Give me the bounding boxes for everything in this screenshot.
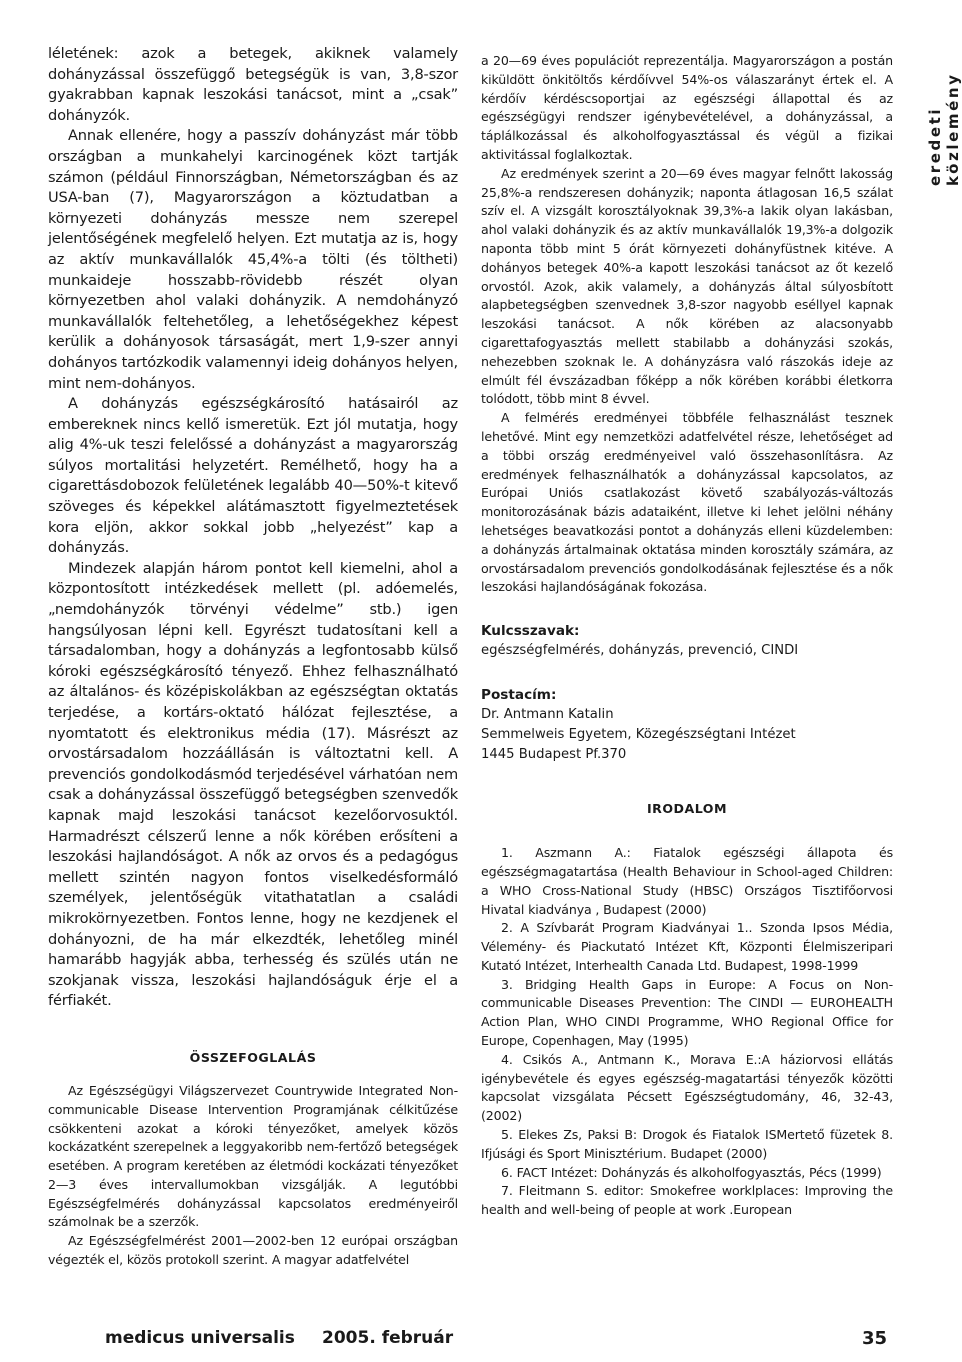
reference-item: 7. Fleitmann S. editor: Smokefree worklplaces: Improving the health and well-being of people at work .European — [481, 1183, 893, 1218]
summary-body — [48, 1082, 458, 1270]
paragraph: A felmérés eredményei többféle felhasználást tesznek lehetővé. Mint egy nemzetközi adatfelvétel része, lehetőséget ad a többi ország eredményeivel való összehasonlításra. Az eredmények felhasználhatók a dohányzással kapcsolatos, az Európai Uniós csatlakozást követő szabályozás-változás monitorozásának bázis adataiként, illetve ki lehet jelölni néhány lehetséges beavatkozási pontot a dohányzás elleni küzdelemben: a dohányzás ártalmainak oktatása minden korosztály számára, az orvostársadalom prevenciós gondolkodásának fejlesztése és a nők leszokási hajlandóságának fokozása. — [481, 410, 893, 595]
paragraph: A dohányzás egészségkárosító hatásairól az embereknek nincs kellő ismeretük. Ezt jól mutatja, hogy alig 4%-uk teszi felelőssé a dohányzást a magyarország súlyos mortalitási helyzetért. Remélhető, hogy ha a cigarettásdobozok felületének legalább 40—50%-t kitevő szöveges és képekkel alátámasztott figyelmeztetések kora eljön, akkor sokkal jobb „helyezést” kap a dohányzás. — [48, 395, 458, 557]
postal-line: Semmelweis Egyetem, Közegészségtani Intézet — [481, 727, 796, 743]
left-column — [48, 44, 458, 1270]
keywords-text: egészségfelmérés, dohányzás, prevenció, CINDI — [481, 643, 799, 659]
reference-item: 2. A Szívbarát Program Kiadványai 1.. Szonda Ipsos Média, Vélemény- és Piackutató Intézet Kft, Központi Élelmiszeripari Kutató Intézet, Interhealth Canada Ltd. Budapest, 1998-1999 — [481, 920, 893, 973]
summary-heading: ÖSSZEFOGLALÁS — [189, 1049, 317, 1065]
page-number: 35 — [862, 1328, 888, 1349]
right-column — [481, 52, 893, 1220]
paragraph: Annak ellenére, hogy a passzív dohányzást már több országban a munkahelyi karcinogének közt tartják számon (például Finnországban, Németországban és az USA-ban (7), Magyarországon a köztudatban a környezeti dohányzás messze nem szerepel jelentőségének megfelelő helyen. Ezt mutatja az is, hogy az aktív munkavállalók 45,4%-a tölti (és töltheti) munkaideje hosszabb-rövidebb részét olyan környezetben ahol valaki dohányzik. A nemdohányzó munkavállalók feltehetőleg, a lehetőségekhez képest kerülik a dohányosok társaságát, mert 1,9-szer annyi dohányos tartózkodik valamennyi ideig dohányos helyen, mint nem-dohányos. — [48, 127, 458, 392]
paragraph: Mindezek alapján három pontot kell kiemelni, ahol a központosított intézkedések mellett (pl. adóemelés, „nemdohányzók törvényi védelme” stb.) igen hangsúlyosan lépni kell. Egyrészt tudatosítani kell a társadalomban, hogy a dohányzás a legfontosabb külső kóroki egészségkárosító tényező. Ehhez felhasználható az általános- és középiskolákban az egészségtan oktatás terjedése, a kortárs-oktató hálózat fejlesztése, a nyomtatott és elektronikus média (17). Másrészt az orvostársadalom hozzáállásán is változtatni kell. A prevenciós gondolkodásmód terjedésével várhatóan nem csak a dohányzással összefüggő betegségben szenvedők kapnak majd leszokási tanácsot kezelőorvosuktól. Harmadrészt célszerű lenne a nők körében erősíteni a leszokási hajlandóságot. A nők az orvos és a pedagógus mellett szintén nagyon fontos viselkedésformáló személyek, jelentőségük vitathatatlan a családi mikrokörnyezetben. Fontos lenne, hogy ne kezdjenek el dohányozni, de ha már elkezdték, lehetőleg minél hamarább hagyják abba, terhesség és szülés után ne szokjanak vissza, leszokási hajlandóságuk érje el a férfiakét. — [48, 559, 458, 1010]
section-tag: eredeti közlemény — [926, 72, 962, 186]
reference-item: 3. Bridging Health Gaps in Europe: A Focus on Non-communicable Diseases Prevention: The CINDI — EUROHEALTH Action Plan, WHO CINDI Programme, WHO Regional Office for Europe, Copenhagen, May (1995) — [481, 976, 893, 1049]
journal-name: medicus universalis — [105, 1328, 295, 1348]
summary-paragraph: Az Egészségfelmérést 2001—2002-ben 12 európai országban végezték el, közös protokoll szerint. A magyar adatfelvétel — [48, 1233, 458, 1268]
paragraph: a 20—69 éves populációt reprezentálja. Magyarországon a postán kiküldött önkitöltős kérdőívvel 54%-os válaszarányt értek el. A kérdőív kérdéscsoportjai az egészségi állapottal és az egészségügyi rendszer igénybevételével, a dohányzással, a táplálkozással és alkoholfogyasztással és végül a fizikai aktivitással foglalkoztak. — [481, 53, 893, 162]
left-body — [48, 44, 458, 1012]
references-list — [481, 844, 893, 1220]
reference-item: 1. Aszmann A.: Fiatalok egészségi állapota és egészségmagatartása (Health Behaviour in School-aged Children: a WHO Cross-National Study (HBSC) Országos Tisztifőorvosi Hivatal kiadványa , Budapest (2000) — [481, 845, 893, 917]
right-body — [481, 52, 893, 597]
reference-item: 6. FACT Intézet: Dohányzás és alkoholfogyasztás, Pécs (1999) — [501, 1164, 882, 1180]
postal-line: 1445 Budapest Pf.370 — [481, 747, 627, 763]
paragraph: léletének: azok a betegek, akiknek valamely dohányzással összefüggő betegségük is van, 3,8-szor gyakrabban kapnak leszokási tanácsot, mint a „csak” dohányzók. — [48, 45, 458, 124]
reference-item: 5. Elekes Zs, Paksi B: Drogok és Fiatalok ISMertető füzetek 8. Ifjúsági és Sport Minisztérium. Budapet (2000) — [481, 1127, 893, 1161]
summary-paragraph: Az Egészségügyi Világszervezet Countrywide Integrated Non-communicable Disease Intervention Programjának célkitűzése csökkenteni azokat a kóroki tényezőket, amelyek közös kockázatként szerepelnek a leggyakoribb nem-fertőző betegségek esetében. A program keretében az életmódi kockázati tényezőket 2—3 éves intervallumokban vizsgálják. A legutóbbi Egészségfelmérés dohányzással kapcsolatos eredményeiről számolnak be a szerzők. — [48, 1082, 458, 1230]
issue-date: 2005. február — [322, 1328, 454, 1348]
keywords-heading: Kulcsszavak: — [481, 623, 580, 640]
keywords-block — [481, 621, 893, 661]
references-heading: IRODALOM — [646, 801, 728, 817]
postal-line: Dr. Antmann Katalin — [481, 707, 614, 723]
page-footer — [0, 1318, 960, 1358]
postal-block — [481, 685, 893, 765]
reference-item: 4. Csikós A., Antmann K., Morava E.:A háziorvosi ellátás igénybevétele és egyes egészség-magatartási tényezők közötti kapcsolat vizsgálata Pécsett Egészségtudomány, 46, 32-43, (2002) — [481, 1051, 893, 1124]
paragraph: Az eredmények szerint a 20—69 éves magyar felnőtt lakosság 25,8%-a rendszeresen dohányzik; naponta átlagosan 16,5 szálat szív el. A vizsgált korosztályoknak 39,3%-a lakik olyan lakásban, ahol valaki dohányzik és az aktív munkavállalók 19,3%-a dolgozik naponta több mint 5 órát környezeti dohányfüstnek kitéve. A dohányos betegek 40%-a kapott leszokási tanácsot az őt kezelő orvostól. Azok, akik valamely, a dohányzás által súlyosbított alapbetegségben szenvednek 3,8-szor nagyobb eséllyel kapnak leszokási tanácsot. A nők körében az alacsonyabb cigarettafogyasztás mellett stabilabb a dohányzási szokás, nehezebben szoknak le. A dohányzásra való rászokás ideje az elmúlt fél évszázadban főképp a nők körében korábbi életkorra tolódott, több mint 8 évvel. — [481, 165, 893, 407]
postal-heading: Postacím: — [481, 687, 557, 704]
